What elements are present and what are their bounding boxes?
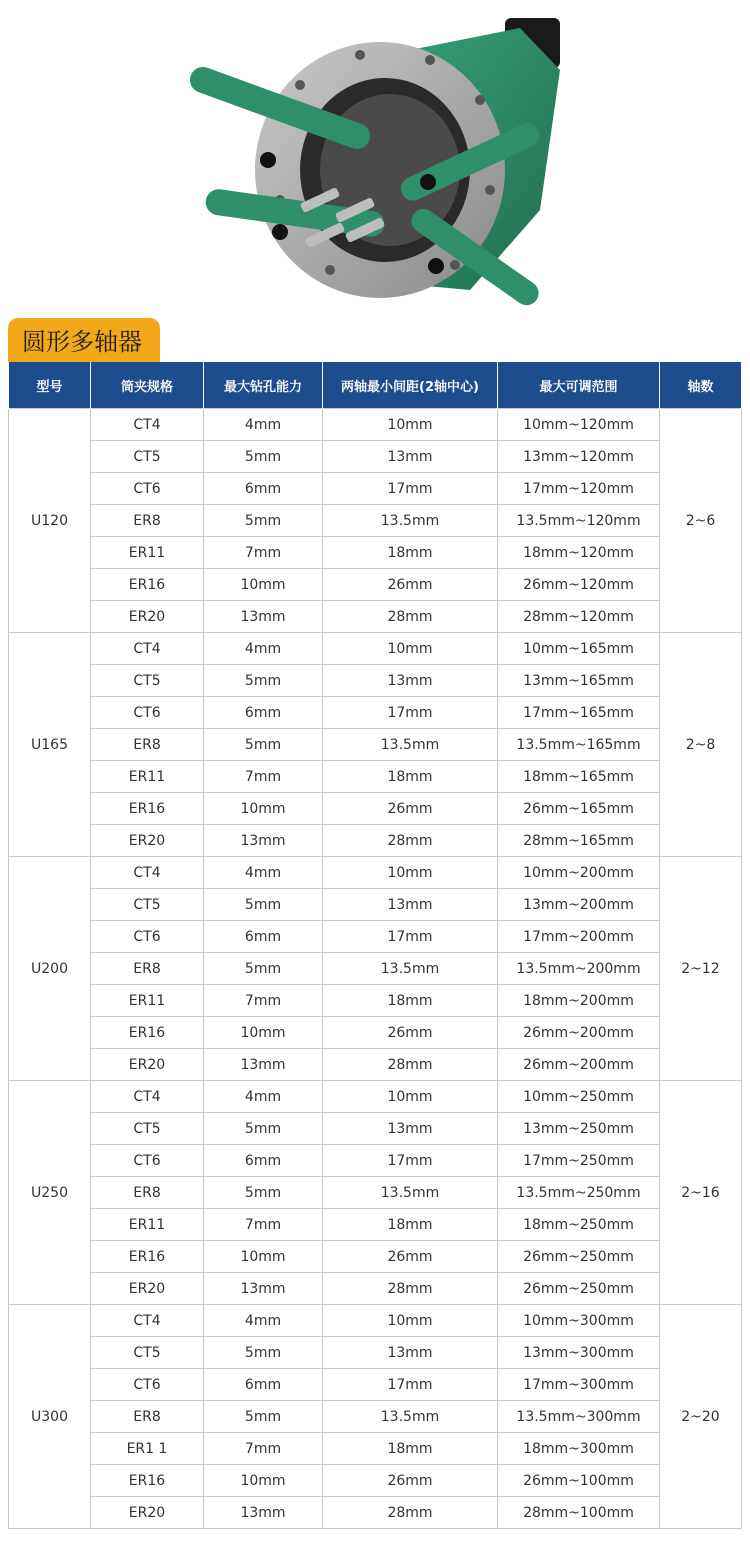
model-cell: U165 [9, 633, 91, 857]
min-spacing-cell: 13mm [323, 665, 498, 697]
min-spacing-cell: 18mm [323, 1433, 498, 1465]
table-row [9, 1369, 742, 1401]
table-row [9, 697, 742, 729]
collet-cell: CT6 [91, 921, 204, 953]
max-range-cell: 13.5mm~300mm [498, 1401, 660, 1433]
max-range-cell: 26mm~250mm [498, 1241, 660, 1273]
collet-cell: CT6 [91, 473, 204, 505]
max-range-cell: 17mm~250mm [498, 1145, 660, 1177]
max-range-cell: 17mm~120mm [498, 473, 660, 505]
max-range-cell: 26mm~120mm [498, 569, 660, 601]
max-drill-cell: 6mm [204, 697, 323, 729]
max-drill-cell: 4mm [204, 633, 323, 665]
collet-cell: ER20 [91, 601, 204, 633]
max-drill-cell: 6mm [204, 1369, 323, 1401]
collet-cell: CT4 [91, 409, 204, 441]
spec-table-body [9, 409, 742, 1529]
product-photo [0, 0, 750, 318]
table-row [9, 889, 742, 921]
max-range-cell: 17mm~200mm [498, 921, 660, 953]
collet-cell: ER20 [91, 1497, 204, 1529]
table-row [9, 601, 742, 633]
spec-table [8, 362, 742, 1529]
min-spacing-cell: 28mm [323, 1497, 498, 1529]
max-drill-cell: 7mm [204, 1209, 323, 1241]
min-spacing-cell: 26mm [323, 1017, 498, 1049]
max-drill-cell: 5mm [204, 1113, 323, 1145]
table-row [9, 441, 742, 473]
collet-cell: CT5 [91, 665, 204, 697]
max-range-cell: 18mm~300mm [498, 1433, 660, 1465]
table-row [9, 1177, 742, 1209]
max-range-cell: 10mm~300mm [498, 1305, 660, 1337]
table-row [9, 1113, 742, 1145]
max-drill-cell: 13mm [204, 1049, 323, 1081]
collet-cell: ER8 [91, 505, 204, 537]
column-header-axes: 轴数 [660, 362, 742, 409]
axes-cell: 2~16 [660, 1081, 742, 1305]
min-spacing-cell: 28mm [323, 1273, 498, 1305]
table-row [9, 1209, 742, 1241]
table-row [9, 665, 742, 697]
table-row [9, 761, 742, 793]
max-drill-cell: 6mm [204, 473, 323, 505]
collet-cell: ER16 [91, 793, 204, 825]
table-row [9, 1145, 742, 1177]
max-range-cell: 26mm~200mm [498, 1049, 660, 1081]
min-spacing-cell: 13mm [323, 441, 498, 473]
table-row [9, 729, 742, 761]
collet-cell: CT5 [91, 441, 204, 473]
max-drill-cell: 10mm [204, 569, 323, 601]
min-spacing-cell: 28mm [323, 601, 498, 633]
collet-cell: CT5 [91, 1337, 204, 1369]
max-range-cell: 18mm~120mm [498, 537, 660, 569]
collet-cell: ER16 [91, 1017, 204, 1049]
min-spacing-cell: 10mm [323, 633, 498, 665]
collet-cell: CT4 [91, 1081, 204, 1113]
collet-cell: CT4 [91, 633, 204, 665]
min-spacing-cell: 10mm [323, 409, 498, 441]
max-drill-cell: 13mm [204, 1497, 323, 1529]
max-range-cell: 10mm~250mm [498, 1081, 660, 1113]
collet-cell: ER11 [91, 537, 204, 569]
max-drill-cell: 6mm [204, 1145, 323, 1177]
min-spacing-cell: 18mm [323, 1209, 498, 1241]
table-row [9, 1465, 742, 1497]
max-range-cell: 10mm~120mm [498, 409, 660, 441]
max-drill-cell: 10mm [204, 1241, 323, 1273]
min-spacing-cell: 13mm [323, 889, 498, 921]
table-row [9, 1337, 742, 1369]
column-header-min-spacing: 两轴最小间距(2轴中心) [323, 362, 498, 409]
min-spacing-cell: 13.5mm [323, 1401, 498, 1433]
max-drill-cell: 7mm [204, 985, 323, 1017]
max-range-cell: 17mm~300mm [498, 1369, 660, 1401]
min-spacing-cell: 28mm [323, 825, 498, 857]
min-spacing-cell: 18mm [323, 761, 498, 793]
max-range-cell: 13mm~120mm [498, 441, 660, 473]
axes-cell: 2~12 [660, 857, 742, 1081]
max-range-cell: 13mm~200mm [498, 889, 660, 921]
max-range-cell: 18mm~250mm [498, 1209, 660, 1241]
collet-cell: ER8 [91, 1177, 204, 1209]
max-range-cell: 18mm~200mm [498, 985, 660, 1017]
table-row [9, 473, 742, 505]
collet-cell: ER11 [91, 761, 204, 793]
table-row [9, 1401, 742, 1433]
table-row [9, 793, 742, 825]
max-drill-cell: 5mm [204, 953, 323, 985]
collet-cell: CT5 [91, 1113, 204, 1145]
collet-cell: CT6 [91, 1145, 204, 1177]
max-range-cell: 17mm~165mm [498, 697, 660, 729]
collet-cell: CT4 [91, 1305, 204, 1337]
table-row [9, 1433, 742, 1465]
table-row [9, 1081, 742, 1113]
max-range-cell: 13.5mm~250mm [498, 1177, 660, 1209]
collet-cell: ER1 1 [91, 1433, 204, 1465]
min-spacing-cell: 10mm [323, 1081, 498, 1113]
model-cell: U300 [9, 1305, 91, 1529]
min-spacing-cell: 13.5mm [323, 505, 498, 537]
max-drill-cell: 4mm [204, 1081, 323, 1113]
table-row [9, 1273, 742, 1305]
spec-table-header [9, 362, 742, 409]
max-drill-cell: 6mm [204, 921, 323, 953]
max-drill-cell: 5mm [204, 729, 323, 761]
min-spacing-cell: 10mm [323, 1305, 498, 1337]
axes-cell: 2~8 [660, 633, 742, 857]
max-range-cell: 18mm~165mm [498, 761, 660, 793]
max-range-cell: 28mm~120mm [498, 601, 660, 633]
table-row [9, 825, 742, 857]
collet-cell: ER16 [91, 1465, 204, 1497]
table-row [9, 569, 742, 601]
min-spacing-cell: 26mm [323, 1241, 498, 1273]
collet-cell: ER11 [91, 1209, 204, 1241]
max-drill-cell: 5mm [204, 665, 323, 697]
model-cell: U120 [9, 409, 91, 633]
max-range-cell: 28mm~100mm [498, 1497, 660, 1529]
min-spacing-cell: 18mm [323, 537, 498, 569]
collet-cell: ER11 [91, 985, 204, 1017]
max-drill-cell: 10mm [204, 1017, 323, 1049]
max-drill-cell: 5mm [204, 441, 323, 473]
max-range-cell: 26mm~250mm [498, 1273, 660, 1305]
max-drill-cell: 5mm [204, 1177, 323, 1209]
collet-cell: ER8 [91, 729, 204, 761]
max-range-cell: 10mm~165mm [498, 633, 660, 665]
min-spacing-cell: 17mm [323, 473, 498, 505]
max-drill-cell: 5mm [204, 1337, 323, 1369]
min-spacing-cell: 26mm [323, 569, 498, 601]
max-drill-cell: 10mm [204, 793, 323, 825]
collet-cell: CT4 [91, 857, 204, 889]
min-spacing-cell: 13.5mm [323, 953, 498, 985]
table-row [9, 537, 742, 569]
min-spacing-cell: 13.5mm [323, 1177, 498, 1209]
max-range-cell: 26mm~165mm [498, 793, 660, 825]
max-drill-cell: 4mm [204, 857, 323, 889]
max-range-cell: 13.5mm~165mm [498, 729, 660, 761]
min-spacing-cell: 13.5mm [323, 729, 498, 761]
table-row [9, 1305, 742, 1337]
collet-cell: CT6 [91, 697, 204, 729]
max-drill-cell: 7mm [204, 1433, 323, 1465]
min-spacing-cell: 28mm [323, 1049, 498, 1081]
min-spacing-cell: 13mm [323, 1337, 498, 1369]
table-row [9, 409, 742, 441]
column-header-collet: 筒夹规格 [91, 362, 204, 409]
collet-cell: CT6 [91, 1369, 204, 1401]
max-range-cell: 13.5mm~120mm [498, 505, 660, 537]
axes-cell: 2~20 [660, 1305, 742, 1529]
min-spacing-cell: 13mm [323, 1113, 498, 1145]
table-row [9, 953, 742, 985]
max-drill-cell: 7mm [204, 761, 323, 793]
min-spacing-cell: 18mm [323, 985, 498, 1017]
max-drill-cell: 5mm [204, 889, 323, 921]
column-header-max-drill: 最大钻孔能力 [204, 362, 323, 409]
max-drill-cell: 4mm [204, 409, 323, 441]
axes-cell: 2~6 [660, 409, 742, 633]
max-range-cell: 26mm~100mm [498, 1465, 660, 1497]
table-row [9, 921, 742, 953]
min-spacing-cell: 17mm [323, 1145, 498, 1177]
max-range-cell: 13mm~250mm [498, 1113, 660, 1145]
table-row [9, 985, 742, 1017]
table-row [9, 1241, 742, 1273]
section-title-tab: 圆形多轴器 [8, 318, 160, 362]
max-range-cell: 13.5mm~200mm [498, 953, 660, 985]
table-row [9, 505, 742, 537]
collet-cell: ER8 [91, 953, 204, 985]
max-range-cell: 13mm~165mm [498, 665, 660, 697]
min-spacing-cell: 17mm [323, 921, 498, 953]
max-drill-cell: 5mm [204, 505, 323, 537]
max-range-cell: 10mm~200mm [498, 857, 660, 889]
column-header-model: 型号 [9, 362, 91, 409]
table-row [9, 1017, 742, 1049]
multi-spindle-head-illustration [0, 0, 750, 318]
model-cell: U250 [9, 1081, 91, 1305]
max-range-cell: 13mm~300mm [498, 1337, 660, 1369]
table-row [9, 1049, 742, 1081]
max-range-cell: 28mm~165mm [498, 825, 660, 857]
min-spacing-cell: 26mm [323, 793, 498, 825]
collet-cell: ER20 [91, 825, 204, 857]
table-row [9, 633, 742, 665]
table-row [9, 857, 742, 889]
collet-cell: ER20 [91, 1273, 204, 1305]
collet-cell: CT5 [91, 889, 204, 921]
max-drill-cell: 13mm [204, 825, 323, 857]
table-row [9, 1497, 742, 1529]
min-spacing-cell: 10mm [323, 857, 498, 889]
model-cell: U200 [9, 857, 91, 1081]
max-drill-cell: 7mm [204, 537, 323, 569]
min-spacing-cell: 26mm [323, 1465, 498, 1497]
max-drill-cell: 5mm [204, 1401, 323, 1433]
min-spacing-cell: 17mm [323, 1369, 498, 1401]
min-spacing-cell: 17mm [323, 697, 498, 729]
collet-cell: ER20 [91, 1049, 204, 1081]
collet-cell: ER8 [91, 1401, 204, 1433]
collet-cell: ER16 [91, 569, 204, 601]
collet-cell: ER16 [91, 1241, 204, 1273]
max-drill-cell: 13mm [204, 1273, 323, 1305]
max-drill-cell: 13mm [204, 601, 323, 633]
max-range-cell: 26mm~200mm [498, 1017, 660, 1049]
column-header-max-range: 最大可调范围 [498, 362, 660, 409]
max-drill-cell: 4mm [204, 1305, 323, 1337]
max-drill-cell: 10mm [204, 1465, 323, 1497]
